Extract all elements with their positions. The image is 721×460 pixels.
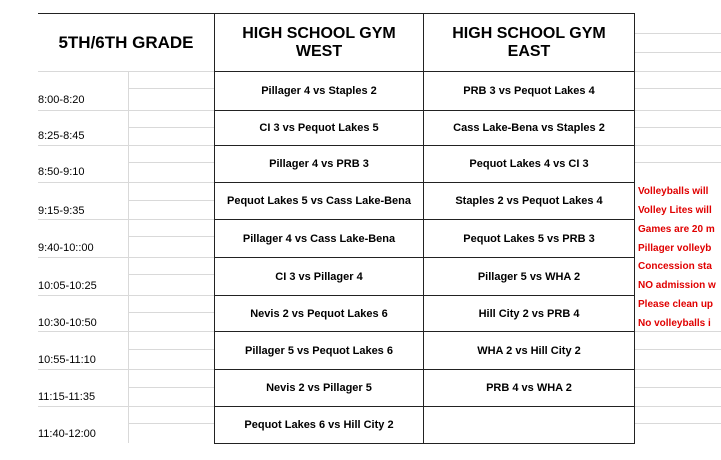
grid-line xyxy=(635,349,721,350)
table-border-bottom xyxy=(214,443,635,444)
game-west: Pillager 5 vs Pequot Lakes 6 xyxy=(245,344,393,357)
game-west: Pillager 4 vs Staples 2 xyxy=(261,85,377,97)
grid-line xyxy=(635,110,721,111)
note-line: Please clean up xyxy=(638,299,714,310)
time-slot: 10:55-11:10 xyxy=(38,354,96,366)
header-west-line2: WEST xyxy=(295,42,343,60)
game-east xyxy=(424,407,634,443)
grid-line xyxy=(38,110,214,111)
grid-line xyxy=(635,331,721,332)
time-slot: 10:05-10:25 xyxy=(38,280,97,292)
note-line: Pillager volleyb xyxy=(638,243,712,254)
grid-line xyxy=(128,349,214,350)
game-west: CI 3 vs Pequot Lakes 5 xyxy=(259,122,379,134)
game-east: PRB 4 vs WHA 2 xyxy=(486,382,572,394)
game-west: Pequot Lakes 6 vs Hill City 2 xyxy=(244,419,394,431)
time-slot: 9:40-10::00 xyxy=(38,242,94,254)
grid-line xyxy=(38,406,214,407)
game-west: CI 3 vs Pillager 4 xyxy=(275,270,363,283)
grid-line xyxy=(635,71,721,72)
time-slot: 8:00-8:20 xyxy=(38,94,85,106)
header-east xyxy=(424,14,634,71)
game-west: Pequot Lakes 5 vs Cass Lake-Bena xyxy=(226,195,412,207)
game-west: Nevis 2 vs Pillager 5 xyxy=(266,382,372,394)
note-line: NO admission w xyxy=(638,280,716,291)
time-slot: 9:15-9:35 xyxy=(38,205,85,217)
game-east: Pequot Lakes 4 vs CI 3 xyxy=(469,158,589,170)
header-west xyxy=(215,14,423,71)
grid-line xyxy=(635,33,721,34)
grid-line xyxy=(635,127,721,128)
time-slot: 11:40-12:00 xyxy=(38,428,96,440)
grid-line xyxy=(635,162,721,163)
note-line: No volleyballs i xyxy=(638,318,711,329)
header-east-line2: EAST xyxy=(507,42,551,60)
time-slot: 8:25-8:45 xyxy=(38,130,85,142)
grid-line xyxy=(38,331,214,332)
grid-line xyxy=(128,423,214,424)
grid-line xyxy=(38,257,214,258)
grid-line xyxy=(128,88,214,89)
header-west-line1: HIGH SCHOOL GYM xyxy=(242,24,396,42)
time-slot: 11:15-11:35 xyxy=(38,391,96,403)
grid-line xyxy=(38,219,214,220)
grid-line xyxy=(38,182,214,183)
time-slot: 10:30-10:50 xyxy=(38,317,97,329)
grid-line xyxy=(128,162,214,163)
grid-line xyxy=(38,369,214,370)
grid-line xyxy=(128,71,129,443)
game-east: Staples 2 vs Pequot Lakes 4 xyxy=(455,195,603,207)
game-east: Pillager 5 vs WHA 2 xyxy=(477,270,581,283)
grid-line xyxy=(635,387,721,388)
game-east: Hill City 2 vs PRB 4 xyxy=(478,307,580,320)
game-east: WHA 2 vs Hill City 2 xyxy=(477,344,581,357)
grid-line xyxy=(38,145,214,146)
grid-line xyxy=(128,200,214,201)
grid-line xyxy=(128,127,214,128)
game-east: Pequot Lakes 5 vs PRB 3 xyxy=(463,232,595,245)
grid-line xyxy=(635,88,721,89)
game-west: Pillager 4 vs PRB 3 xyxy=(269,158,369,170)
game-west: Pillager 4 vs Cass Lake-Bena xyxy=(242,232,396,245)
grid-line xyxy=(128,236,214,237)
grid-line xyxy=(128,312,214,313)
game-west: Nevis 2 vs Pequot Lakes 6 xyxy=(250,307,388,320)
game-east: Cass Lake-Bena vs Staples 2 xyxy=(453,122,605,134)
grid-line xyxy=(635,369,721,370)
time-slot: 8:50-9:10 xyxy=(38,166,85,178)
grid-line xyxy=(635,423,721,424)
grid-line xyxy=(635,52,721,53)
note-line: Games are 20 m xyxy=(638,224,715,235)
note-line: Volley Lites will xyxy=(638,205,712,216)
grid-line xyxy=(38,71,214,72)
header-grade: 5TH/6TH GRADE xyxy=(58,32,194,52)
header-east-line1: HIGH SCHOOL GYM xyxy=(452,24,606,42)
grid-line xyxy=(38,295,214,296)
note-line: Volleyballs will xyxy=(638,186,709,197)
game-east: PRB 3 vs Pequot Lakes 4 xyxy=(463,85,595,97)
grid-line xyxy=(128,274,214,275)
grid-line xyxy=(128,387,214,388)
note-line: Concession sta xyxy=(638,261,712,272)
table-border-right xyxy=(634,13,635,444)
grid-line xyxy=(635,145,721,146)
grid-line xyxy=(635,406,721,407)
